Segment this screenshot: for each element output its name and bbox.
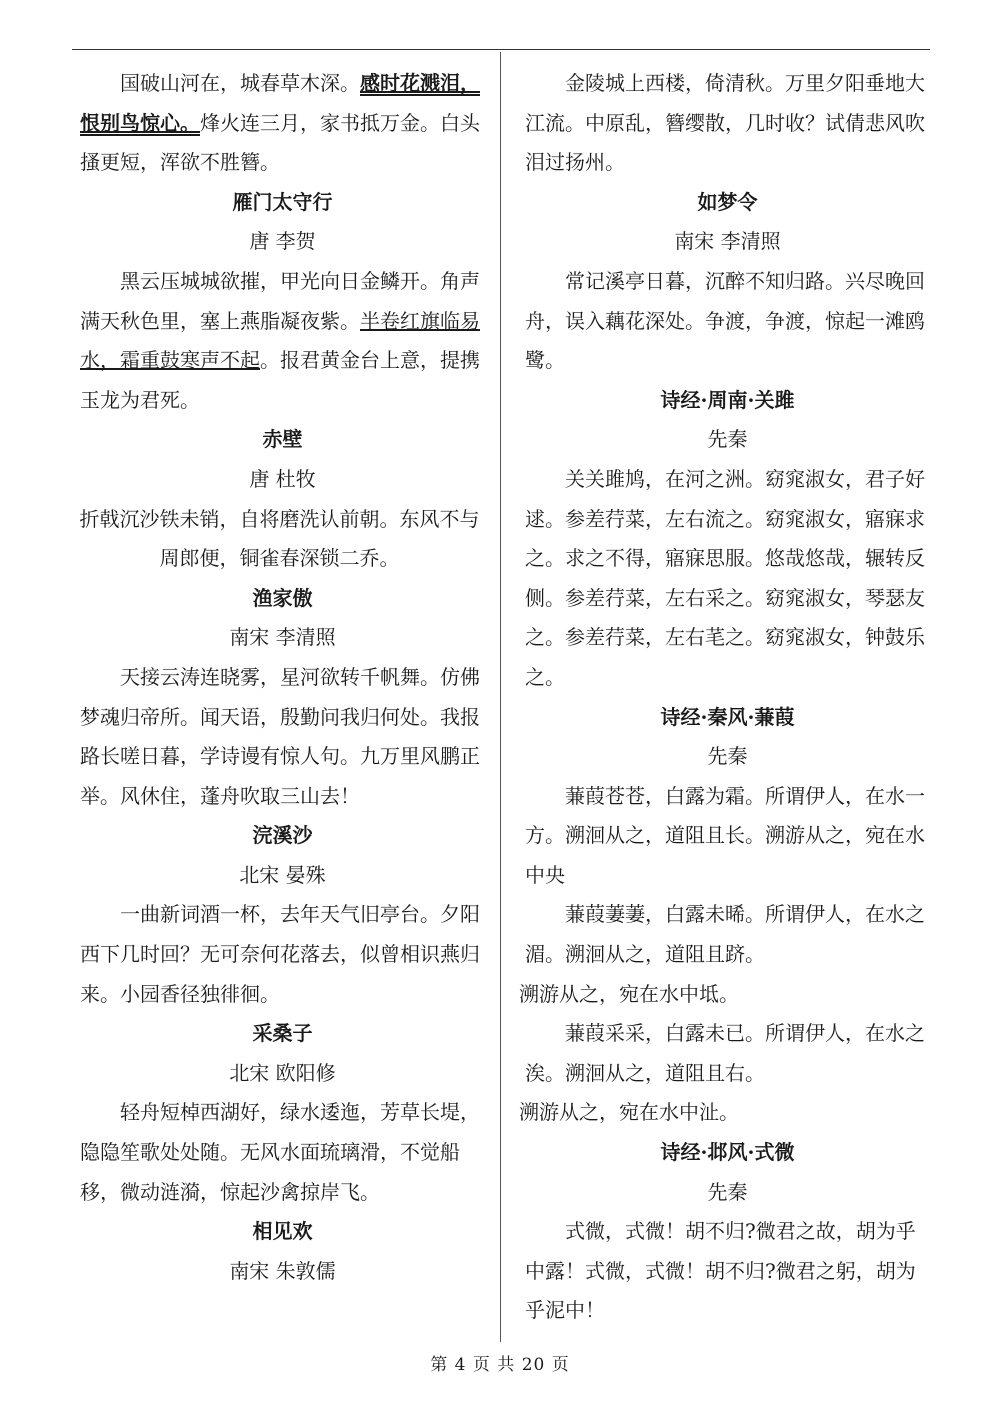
poem-stanza: 蒹葭苍苍，白露为霜。所谓伊人，在水一方。溯洄从之，道阻且长。溯游从之，宛在水中央 — [525, 783, 925, 887]
highlighted-line: 恨别鸟惊心。 — [80, 110, 200, 135]
underlined-line: 半卷红旗临易水，霜重鼓寒声不起 — [80, 308, 480, 373]
poem-title: 浣溪沙 — [252, 823, 313, 848]
poem-body: 关关雎鸠，在河之洲。窈窕淑女，君子好逑。参差荇菜，左右流之。窈窕淑女，寤寐求之。求之不得，寤寐思服。悠哉悠哉，辗转反侧。参差荇菜，左右采之。窈窕淑女，琴瑟友之。参差荇菜，左右芼之。窈窕淑女，钟鼓乐之。 — [525, 466, 925, 689]
poem-stanza: 溯游从之，宛在水中坻。 — [519, 981, 739, 1006]
poem-body: 折戟沉沙铁未销，自将磨洗认前朝。东风不与周郎便，铜雀春深锁二乔。 — [79, 506, 480, 571]
highlighted-line: 感时花溅泪， — [360, 71, 480, 95]
poem-author: 唐 杜牧 — [249, 466, 316, 491]
poem-body: 金陵城上西楼，倚清秋。万里夕阳垂地大江流。中原乱，簪缨散，几时收？试倩悲风吹泪过扬州。 — [525, 71, 925, 175]
poem-title: 诗经·秦风·蒹葭 — [660, 704, 795, 729]
poem-body: 轻舟短棹西湖好，绿水逶迤，芳草长堤，隐隐笙歌处处随。无风水面琉璃滑，不觉船移，微动涟漪，惊起沙禽掠岸飞。 — [80, 1100, 480, 1204]
poem-body: 天接云涛连晓雾，星河欲转千帆舞。仿佛梦魂归帝所。闻天语，殷勤问我归何处。我报路长嗟日暮，学诗谩有惊人句。九万里风鹏正举。风休住，蓬舟吹取三山去！ — [80, 664, 480, 808]
poem-title: 诗经·周南·关雎 — [660, 387, 795, 412]
page-number: 第 4 页 共 20 页 — [430, 1355, 570, 1375]
poem-author: 北宋 欧阳修 — [229, 1060, 336, 1085]
poem-text: 。报君黄金台上意，提携玉龙为君死。 — [80, 348, 480, 412]
poem-author: 先秦 — [707, 427, 748, 452]
poem-author: 先秦 — [707, 1179, 748, 1204]
left-column — [80, 64, 485, 1291]
right-column — [519, 64, 930, 1331]
poem-title: 赤壁 — [262, 427, 303, 452]
poem-body — [80, 64, 485, 183]
column-divider — [500, 52, 501, 1342]
poem-author: 南宋 李清照 — [674, 229, 781, 254]
poem-author: 南宋 朱敦儒 — [229, 1258, 336, 1283]
poem-title: 渔家傲 — [252, 585, 313, 610]
poem-title: 如梦令 — [697, 189, 758, 214]
poem-body: 常记溪亭日暮，沉醉不知归路。兴尽晚回舟，误入藕花深处。争渡，争渡，惊起一滩鸥鹭。 — [525, 268, 925, 373]
poem-body: 一曲新词酒一杯，去年天气旧亭台。夕阳西下几时回？无可奈何花落去，似曾相识燕归来。小园香径独徘徊。 — [80, 902, 480, 1006]
poem-title: 采桑子 — [252, 1021, 313, 1046]
poem-stanza: 蒹葭采采，白露未已。所谓伊人，在水之涘。溯洄从之，道阻且右。 — [525, 1021, 925, 1085]
poem-title: 雁门太守行 — [232, 189, 333, 214]
poem-author: 唐 李贺 — [249, 229, 316, 254]
poem-body — [80, 262, 485, 420]
poem-author: 南宋 李清照 — [229, 625, 336, 650]
header-rule — [72, 49, 930, 50]
poem-body: 式微，式微！胡不归?微君之故，胡为乎中露！式微，式微！胡不归?微君之躬，胡为乎泥中！ — [525, 1219, 916, 1323]
poem-title: 相见欢 — [252, 1219, 313, 1244]
poem-author: 北宋 晏殊 — [239, 862, 326, 887]
poem-stanza: 蒹葭萋萋，白露未晞。所谓伊人，在水之湄。溯洄从之，道阻且跻。 — [525, 902, 925, 967]
poem-stanza: 溯游从之，宛在水中沚。 — [519, 1100, 739, 1125]
poem-text: 黑云压城城欲摧，甲光向日金鳞开。角声满天秋色里，塞上燕脂凝夜紫。 — [80, 268, 480, 333]
poem-title: 诗经·邶风·式微 — [660, 1140, 795, 1165]
poem-author: 先秦 — [707, 744, 748, 769]
poem-text: 国破山河在，城春草木深。 — [120, 71, 360, 95]
poem-text: 烽火连三月，家书抵万金。白头搔更短，浑欲不胜簪。 — [80, 110, 480, 175]
